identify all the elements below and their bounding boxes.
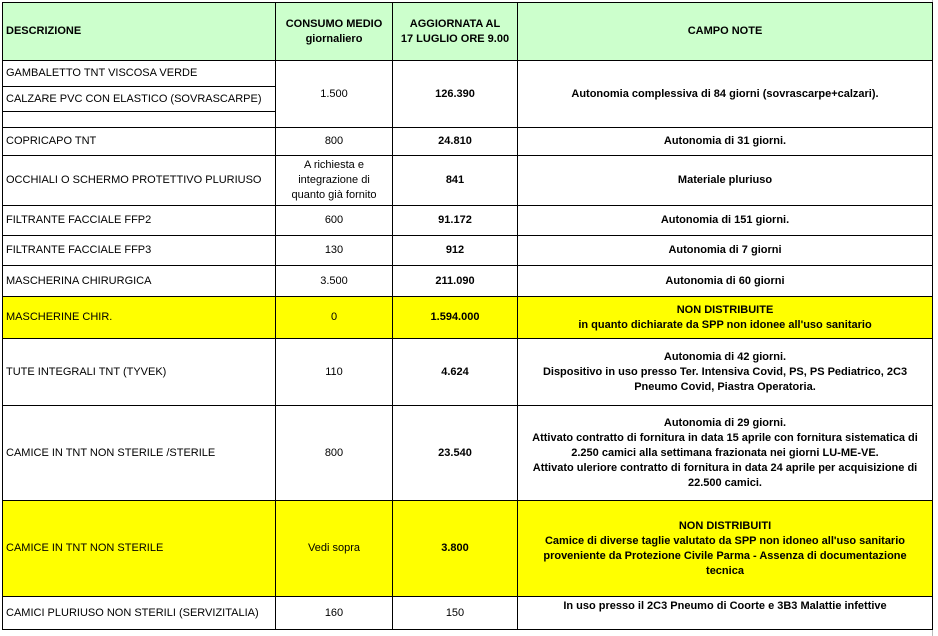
cell-note: NON DISTRIBUITI Camice di diverse taglie valutato da SPP non idoneo all'uso sanitario proveniente da Protezione Civile Parma - Assenza di documentazione tecnica [518,501,933,597]
cell-quantita: 150 [393,597,518,630]
cell-consumo: Vedi sopra [276,501,393,597]
header-aggiornata: AGGIORNATA AL 17 LUGLIO ORE 9.00 [393,3,518,61]
cell-note: Autonomia di 42 giorni. Dispositivo in uso presso Ter. Intensiva Covid, PS, PS Pediatrico, 2C3 Pneumo Covid, Piastra Operatoria. [518,339,933,406]
cell-consumo: 800 [276,128,393,156]
table-row-highlighted [3,297,933,339]
cell-note: Autonomia di 7 giorni [518,236,933,266]
cell-note: In uso presso il 2C3 Pneumo di Coorte e 3B3 Malattie infettive [518,597,933,630]
cell-empty [3,112,276,128]
header-row [3,3,933,61]
cell-note: NON DISTRIBUITE in quanto dichiarate da SPP non idonee all'uso sanitario [518,297,933,339]
cell-quantita: 211.090 [393,266,518,297]
table-row [3,128,933,156]
cell-descrizione: CAMICI PLURIUSO NON STERILI (SERVIZITALIA) [3,597,276,630]
cell-consumo: 800 [276,406,393,501]
cell-note: Autonomia di 60 giorni [518,266,933,297]
table-row-highlighted [3,501,933,597]
dpi-inventory-table [2,2,933,630]
cell-quantita: 23.540 [393,406,518,501]
table-row [3,406,933,501]
cell-descrizione: COPRICAPO TNT [3,128,276,156]
header-consumo: CONSUMO MEDIO giornaliero [276,3,393,61]
cell-note: Autonomia di 151 giorni. [518,206,933,236]
table-row [3,206,933,236]
table-row [3,61,933,87]
cell-descrizione: FILTRANTE FACCIALE FFP2 [3,206,276,236]
cell-consumo: A richiesta e integrazione di quanto già fornito [276,156,393,206]
cell-descrizione: MASCHERINE CHIR. [3,297,276,339]
table-row [3,339,933,406]
cell-descrizione: MASCHERINA CHIRURGICA [3,266,276,297]
cell-descrizione: GAMBALETTO TNT VISCOSA VERDE [3,61,276,87]
cell-descrizione: CAMICE IN TNT NON STERILE /STERILE [3,406,276,501]
cell-note: Autonomia complessiva di 84 giorni (sovrascarpe+calzari). [518,61,933,128]
cell-consumo: 110 [276,339,393,406]
cell-consumo: 600 [276,206,393,236]
table-row [3,597,933,630]
cell-note: Materiale pluriuso [518,156,933,206]
cell-consumo: 3.500 [276,266,393,297]
cell-consumo: 160 [276,597,393,630]
cell-quantita: 126.390 [393,61,518,128]
cell-quantita: 3.800 [393,501,518,597]
cell-descrizione: CALZARE PVC CON ELASTICO (SOVRASCARPE) [3,87,276,112]
cell-quantita: 1.594.000 [393,297,518,339]
cell-descrizione: OCCHIALI O SCHERMO PROTETTIVO PLURIUSO [3,156,276,206]
table-row [3,156,933,206]
cell-consumo: 1.500 [276,61,393,128]
cell-quantita: 841 [393,156,518,206]
cell-consumo: 0 [276,297,393,339]
cell-quantita: 91.172 [393,206,518,236]
cell-descrizione: TUTE INTEGRALI TNT (TYVEK) [3,339,276,406]
cell-descrizione: CAMICE IN TNT NON STERILE [3,501,276,597]
cell-quantita: 912 [393,236,518,266]
cell-note: Autonomia di 31 giorni. [518,128,933,156]
header-note: CAMPO NOTE [518,3,933,61]
table-row [3,236,933,266]
cell-descrizione: FILTRANTE FACCIALE FFP3 [3,236,276,266]
cell-quantita: 4.624 [393,339,518,406]
cell-note: Autonomia di 29 giorni. Attivato contratto di fornitura in data 15 aprile con fornitura sistematica di 2.250 camici alla settimana frazionata nei giorni LU-ME-VE. Attivato uleriore contratto di fornitura in data 24 aprile per acquisizione di 22.500 camici. [518,406,933,501]
cell-consumo: 130 [276,236,393,266]
header-descrizione: DESCRIZIONE [3,3,276,61]
table-row [3,266,933,297]
cell-quantita: 24.810 [393,128,518,156]
